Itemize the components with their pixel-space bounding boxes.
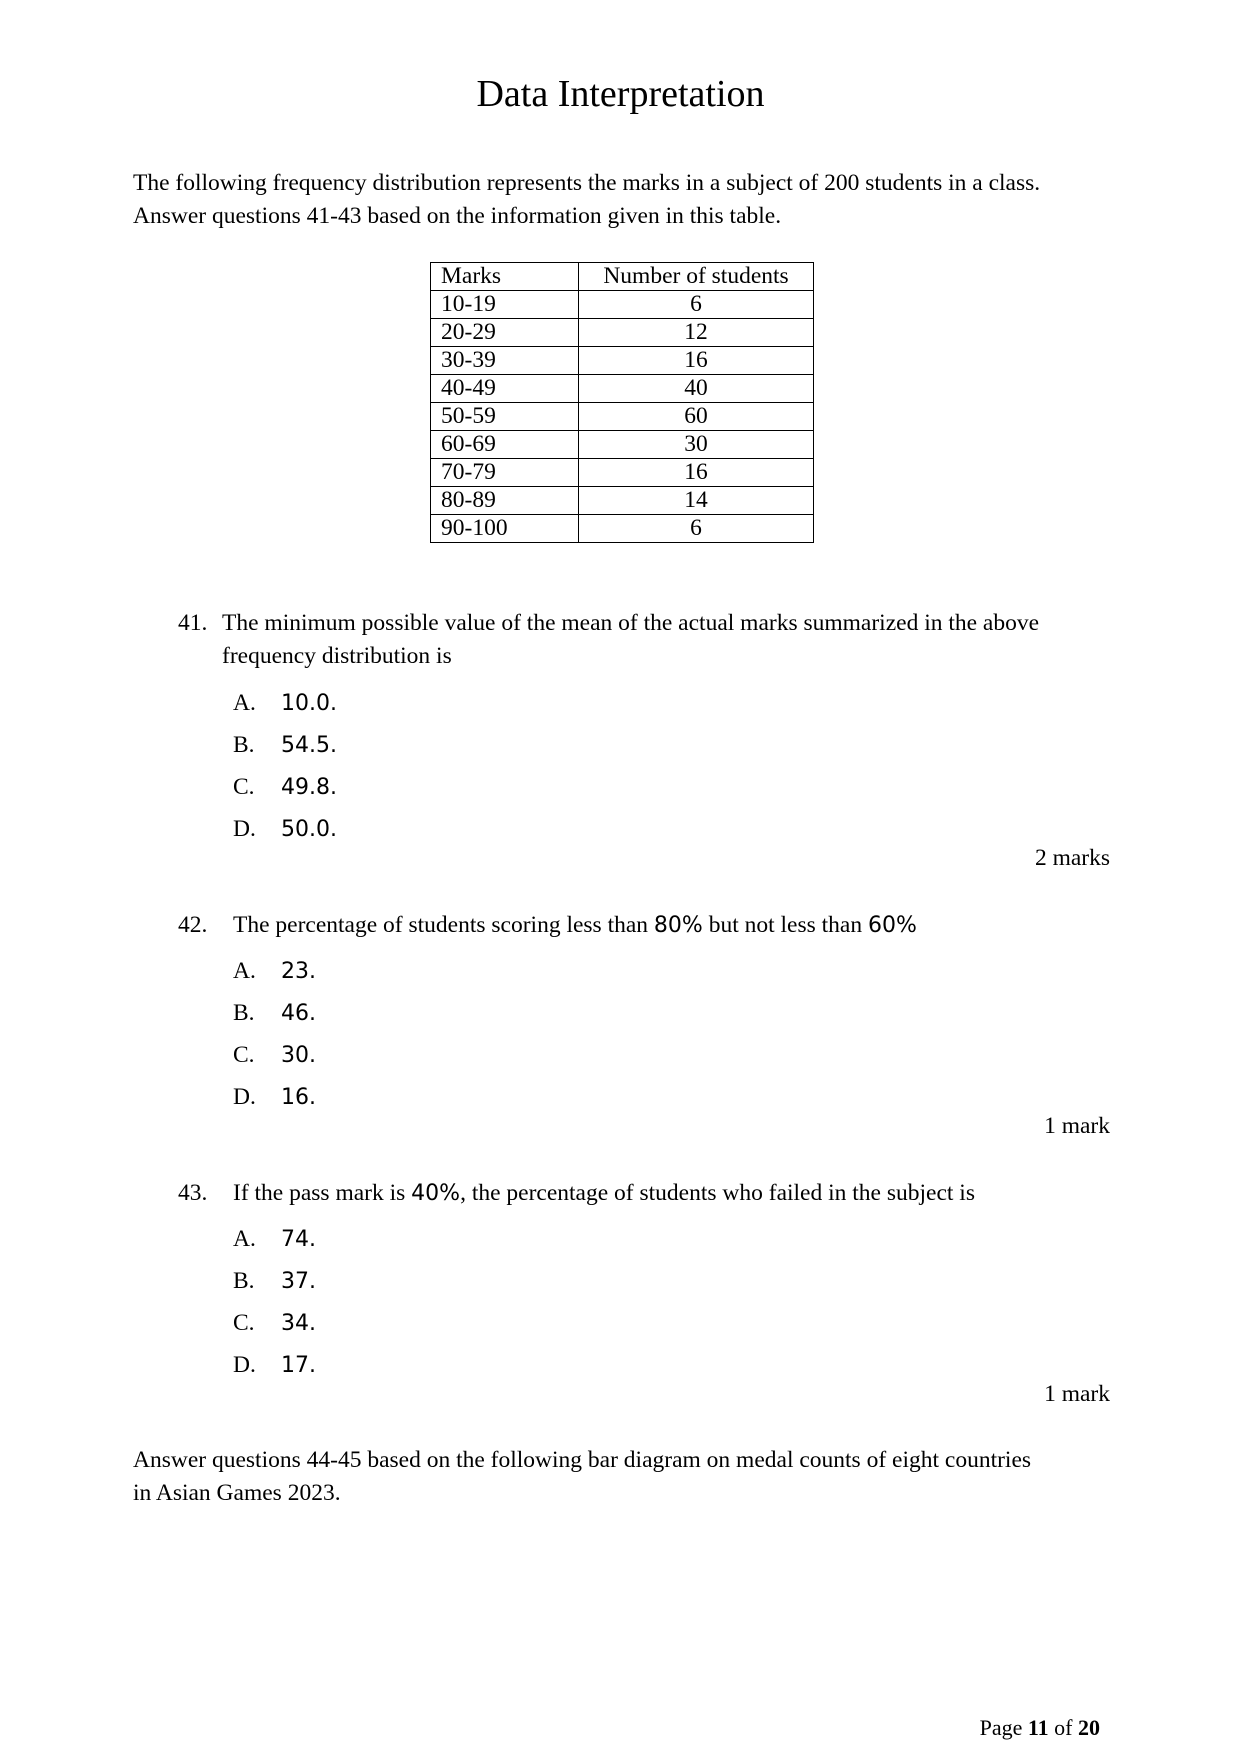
question-43-option-a[interactable] [233,1224,316,1254]
question-41-marks: 2 marks [1034,845,1110,871]
table-row [431,515,814,543]
question-43-option-b[interactable] [233,1266,316,1296]
table-cell-marks: 10-19 [431,291,579,319]
option-letter: C. [233,1042,255,1068]
table-row [431,459,814,487]
question-42-text-a: The percentage of students scoring less than [233,912,654,938]
option-letter: C. [233,1310,255,1336]
question-41-option-a[interactable] [233,688,337,718]
page-of-word: of [1054,1715,1073,1740]
outro-line-1: Answer questions 44-45 based on the following bar diagram on medal counts of eight countries [133,1447,1032,1473]
question-43-number: 43. [178,1180,208,1206]
question-41-option-c[interactable] [233,772,337,802]
question-42-option-d[interactable] [233,1082,316,1112]
intro-line-2: Answer questions 41-43 based on the information given in this table. [133,203,782,229]
table-cell-marks: 70-79 [431,459,579,487]
table-cell-students: 30 [579,431,814,459]
table-row [431,347,814,375]
option-letter: B. [233,1000,255,1026]
table-cell-marks: 60-69 [431,431,579,459]
option-value: 50.0. [281,817,337,842]
question-43-text [233,1177,975,1210]
question-41-text-line-2: frequency distribution is [222,643,452,669]
question-43-text-a: If the pass mark is [233,1180,412,1206]
option-value: 30. [281,1043,316,1068]
table-row [431,403,814,431]
page-title: Data Interpretation [476,73,765,115]
table-header-students: Number of students [579,263,814,291]
table-header-marks: Marks [431,263,579,291]
option-value: 23. [281,959,316,984]
table-row [431,319,814,347]
outro-line-2: in Asian Games 2023. [133,1480,341,1506]
table-cell-students: 16 [579,347,814,375]
question-42-marks: 1 mark [1044,1113,1110,1139]
table-cell-students: 6 [579,515,814,543]
option-value: 74. [281,1227,316,1252]
frequency-table [430,262,814,543]
table-cell-marks: 20-29 [431,319,579,347]
option-value: 37. [281,1269,316,1294]
table-cell-marks: 90-100 [431,515,579,543]
option-value: 54.5. [281,733,337,758]
option-letter: B. [233,1268,255,1294]
option-letter: D. [233,1084,256,1110]
option-letter: C. [233,774,255,800]
intro-paragraph [133,167,1123,233]
question-43-pct-1: 40% [411,1181,461,1206]
option-letter: A. [233,958,256,984]
question-42-text [233,909,917,942]
option-letter: A. [233,1226,256,1252]
question-43-option-c[interactable] [233,1308,316,1338]
option-value: 46. [281,1001,316,1026]
question-42-option-c[interactable] [233,1040,316,1070]
question-41-number: 41. [178,610,208,636]
table-row [431,431,814,459]
option-value: 17. [281,1353,316,1378]
page-word: Page [979,1715,1023,1740]
question-42-option-b[interactable] [233,998,316,1028]
table-cell-marks: 30-39 [431,347,579,375]
table-cell-students: 40 [579,375,814,403]
option-value: 49.8. [281,775,337,800]
question-42-pct-2: 60% [867,913,917,938]
question-41-option-d[interactable] [233,814,337,844]
table-cell-students: 60 [579,403,814,431]
table-header-row [431,263,814,291]
intro-line-1: The following frequency distribution represents the marks in a subject of 200 students in a class. [133,170,1041,196]
table-cell-students: 16 [579,459,814,487]
question-41-text-line-1: The minimum possible value of the mean of the actual marks summarized in the above [222,610,1040,636]
page-number [980,1714,1100,1742]
table-cell-students: 6 [579,291,814,319]
question-42-number: 42. [178,912,208,938]
table-cell-marks: 80-89 [431,487,579,515]
question-43-option-d[interactable] [233,1350,316,1380]
option-value: 16. [281,1085,316,1110]
page-total: 20 [1078,1715,1100,1740]
question-42-pct-1: 80% [653,913,703,938]
question-42-text-b: but not less than [702,912,868,938]
question-43-text-b: , the percentage of students who failed in the subject is [460,1180,975,1206]
option-letter: D. [233,816,256,842]
question-42-option-a[interactable] [233,956,316,986]
option-value: 10.0. [281,691,337,716]
table-row [431,487,814,515]
option-letter: D. [233,1352,256,1378]
table-cell-marks: 50-59 [431,403,579,431]
question-41-option-b[interactable] [233,730,337,760]
option-letter: A. [233,690,256,716]
option-letter: B. [233,732,255,758]
question-43-marks: 1 mark [1044,1381,1110,1407]
outro-paragraph [133,1444,1123,1510]
table-row [431,291,814,319]
table-cell-marks: 40-49 [431,375,579,403]
page-current: 11 [1027,1715,1049,1740]
option-value: 34. [281,1311,316,1336]
table-cell-students: 14 [579,487,814,515]
table-cell-students: 12 [579,319,814,347]
table-row [431,375,814,403]
